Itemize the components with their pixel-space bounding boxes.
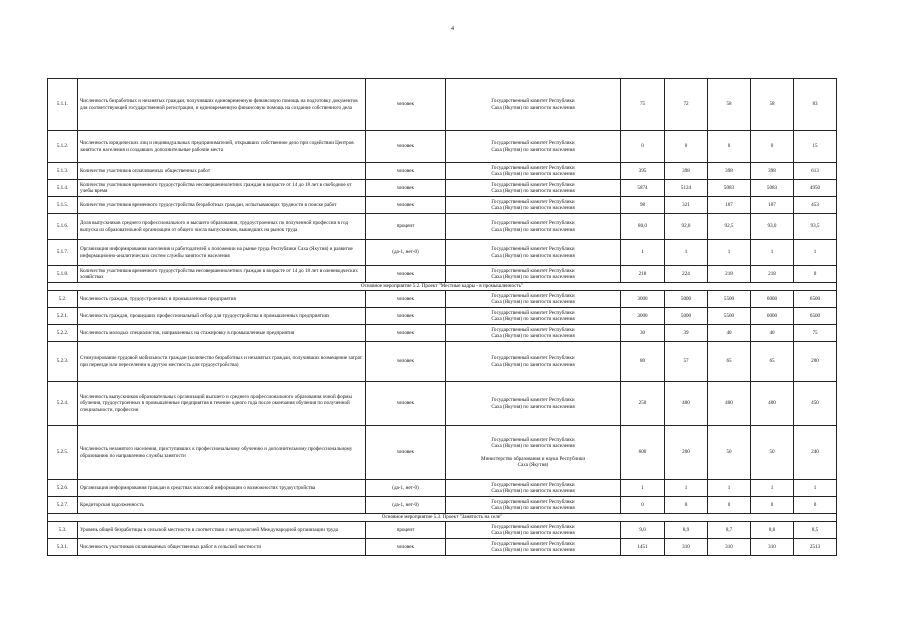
org-line: Саха (Якутия) по занятости населения [491, 361, 575, 368]
value-cell: 39 [665, 325, 708, 342]
value-cell: 75 [794, 325, 837, 342]
indicator-name: Кредиторская задолженность [78, 497, 366, 514]
value-cell: 1 [751, 240, 794, 266]
value-cell: 98 [621, 197, 665, 214]
value-cell: 218 [751, 266, 794, 283]
row-code: 5.3. [48, 522, 78, 539]
value-cell: 1 [708, 480, 751, 497]
org-line: Государственный комитет Республики [491, 397, 575, 404]
org-line: Саха (Якутия) по занятости населения [491, 488, 575, 494]
value-cell: 5500 [708, 308, 751, 325]
value-cell: 6500 [794, 308, 837, 325]
row-code: 5.1.5. [48, 197, 78, 214]
responsible-org [446, 131, 621, 163]
responsible-org [446, 539, 621, 556]
org-line: Государственный комитет Республики [491, 98, 575, 105]
indicator-name: Численность граждан, трудоустроенных в промышленные предприятия [78, 291, 366, 308]
org-line: Саха (Якутия) по занятости населения [491, 171, 575, 177]
org-line: Государственный комитет Республики [491, 523, 575, 530]
unit-cell: человек [366, 266, 446, 283]
value-cell: 58 [708, 79, 751, 131]
value-cell: 93,5 [794, 214, 837, 240]
value-cell: 5500 [708, 291, 751, 308]
value-cell: 50 [751, 426, 794, 480]
indicator-name: Численность юридических лиц и индивидуальных предпринимателей, открывших собственное дело при содействии Центров занятости населения и создавших дополнительные рабочие места [78, 131, 366, 163]
value-cell: 1 [665, 240, 708, 266]
value-cell: 1451 [621, 539, 665, 556]
responsible-org [446, 240, 621, 266]
org-line: Государственный комитет Республики [491, 540, 575, 547]
row-code: 5.2.1. [48, 308, 78, 325]
org-line: Министерство образования и науки Республики [480, 455, 586, 462]
table-row [48, 214, 837, 240]
value-cell: 3000 [621, 291, 665, 308]
org-line: Саха (Якутия) по занятости населения [491, 252, 575, 259]
value-cell: 1 [794, 480, 837, 497]
value-cell: 453 [794, 197, 837, 214]
value-cell: 0 [665, 131, 708, 163]
value-cell: 0 [708, 131, 751, 163]
table-row [48, 539, 837, 556]
value-cell: 450 [794, 382, 837, 426]
value-cell: 6000 [751, 308, 794, 325]
value-cell: 310 [751, 539, 794, 556]
indicator-name: Стимулирование трудовой мобильности граждан (количество безработных и незанятых граждан, получивших возмещение затрат при переезде или переселении в другую местность для трудоустройства) [78, 342, 366, 382]
value-cell: 200 [794, 342, 837, 382]
value-cell: 65 [708, 342, 751, 382]
value-cell: 5000 [665, 308, 708, 325]
org-line: Государственный комитет Республики [491, 181, 575, 188]
value-cell: 5000 [665, 291, 708, 308]
value-cell: 8,9 [665, 522, 708, 539]
table-row [48, 291, 837, 308]
unit-cell: человек [366, 180, 446, 197]
org-line: Саха (Якутия) по занятости населения [491, 403, 575, 410]
table-row [48, 382, 837, 426]
unit-cell: человек [366, 382, 446, 426]
value-cell: 92,0 [665, 214, 708, 240]
table-row [48, 325, 837, 342]
row-code: 5.1.2. [48, 131, 78, 163]
table-row [48, 308, 837, 325]
value-cell: 200 [665, 426, 708, 480]
value-cell: 4950 [794, 180, 837, 197]
indicators-table [47, 78, 837, 556]
value-cell: 613 [794, 163, 837, 180]
indicator-name: Организация информирования населения и работодателей о положении на рынке труда Республики Саха (Якутия) и развитие информационно-аналитических систем службы занятости населения [78, 240, 366, 266]
value-cell: 58 [751, 79, 794, 131]
row-code: 5.2.5. [48, 426, 78, 480]
value-cell: 3000 [621, 308, 665, 325]
org-line: Государственный комитет Республики [491, 198, 575, 205]
org-line: Саха (Якутия) по занятости населения [491, 530, 575, 536]
row-code: 5.1.8. [48, 266, 78, 283]
value-cell: 398 [751, 163, 794, 180]
value-cell: 310 [665, 539, 708, 556]
table-row [48, 497, 837, 514]
value-cell: 9,0 [621, 522, 665, 539]
indicator-name: Доля выпускников среднего профессионального и высшего образования, трудоустроенных по полученной профессии в год выпуска из образовательной организации от общего числа выпускников, вышедших на рынок труда [78, 214, 366, 240]
value-cell: 240 [794, 426, 837, 480]
responsible-org [446, 197, 621, 214]
indicator-name: Численность незанятого населения, приступивших к профессиональному обучению и дополнительному профессиональному образованию по направлению службы занятости [78, 426, 366, 480]
value-cell: 224 [665, 266, 708, 283]
org-line: Саха (Якутия) по занятости населения [491, 146, 575, 153]
org-line: Государственный комитет Республики [491, 140, 575, 147]
value-cell: 0 [794, 497, 837, 514]
value-cell: 5124 [665, 180, 708, 197]
value-cell: 83 [794, 79, 837, 131]
value-cell: 15 [794, 131, 837, 163]
responsible-org [446, 214, 621, 240]
row-code: 5.1.7. [48, 240, 78, 266]
responsible-org [446, 79, 621, 131]
value-cell: 1 [794, 240, 837, 266]
org-line: Саха (Якутия) по занятости населения [491, 104, 575, 111]
indicator-name: Численность участников оплачиваемых общественных работ в сельской местности [78, 539, 366, 556]
org-line: Саха (Якутия) по занятости населения [491, 205, 575, 211]
table-row [48, 180, 837, 197]
value-cell: 5083 [751, 180, 794, 197]
org-line: Саха (Якутия) по занятости населения [491, 316, 575, 322]
org-line: Государственный комитет Республики [491, 481, 575, 488]
responsible-org [446, 342, 621, 382]
value-cell: 0 [621, 131, 665, 163]
org-line: Государственный комитет Республики [491, 326, 575, 333]
unit-cell: процент [366, 522, 446, 539]
value-cell: 0 [621, 497, 665, 514]
value-cell: 400 [751, 382, 794, 426]
value-cell: 75 [621, 79, 665, 131]
section-heading: Основное мероприятие 5.3. Проект "Занятость на селе" [48, 514, 837, 522]
value-cell: 398 [708, 163, 751, 180]
value-cell: 1 [751, 480, 794, 497]
indicator-name: Количество участников оплачиваемых общественных работ [78, 163, 366, 180]
unit-cell: человек [366, 291, 446, 308]
responsible-org [446, 497, 621, 514]
row-code: 5.2. [48, 291, 78, 308]
responsible-org [446, 522, 621, 539]
value-cell: 398 [665, 163, 708, 180]
row-code: 5.3.1. [48, 539, 78, 556]
indicator-name: Численность граждан, прошедших профессиональный отбор для трудоустройства в промышленных предприятиях [78, 308, 366, 325]
value-cell: 0 [751, 131, 794, 163]
value-cell: 8,7 [708, 522, 751, 539]
value-cell: 107 [751, 197, 794, 214]
indicator-name: Количество участников временного трудоустройства безработных граждан, испытывающих трудности в поиске работ [78, 197, 366, 214]
indicator-name: Численность выпускников образовательных организаций высшего и среднего профессионального образования очной формы обучения, трудоустроенных в промышленные предприятия в течение одного года после окончания обучения по полученной специальности, профессии [78, 382, 366, 426]
value-cell: 250 [621, 382, 665, 426]
value-cell: 321 [665, 197, 708, 214]
row-code: 5.2.4. [48, 382, 78, 426]
unit-cell: человек [366, 308, 446, 325]
value-cell: 50 [708, 426, 751, 480]
value-cell: 107 [708, 197, 751, 214]
unit-cell: человек [366, 342, 446, 382]
table-row [48, 197, 837, 214]
org-line: Государственный комитет Республики [491, 164, 575, 171]
value-cell: 5874 [621, 180, 665, 197]
table-row [48, 240, 837, 266]
unit-cell: человек [366, 426, 446, 480]
section-heading: Основное мероприятие 5.2. Проект "Местные кадры - в промышленность" [48, 283, 837, 291]
value-cell: 218 [621, 266, 665, 283]
indicators-table-body [48, 79, 837, 556]
value-cell: 5083 [708, 180, 751, 197]
org-line: Государственный комитет Республики [491, 246, 575, 253]
value-cell: 218 [708, 266, 751, 283]
value-cell: 310 [708, 539, 751, 556]
table-row [48, 342, 837, 382]
value-cell: 80 [621, 342, 665, 382]
row-code: 5.1.4. [48, 180, 78, 197]
org-line: Государственный комитет Республики [491, 292, 575, 299]
row-code: 5.1.3. [48, 163, 78, 180]
org-line: Государственный комитет Республики [491, 436, 575, 443]
unit-cell: человек [366, 163, 446, 180]
org-line: Саха (Якутия) по занятости населения [491, 505, 575, 511]
org-line: Саха (Якутия) по занятости населения [491, 547, 575, 553]
org-line: Саха (Якутия) по занятости населения [491, 226, 575, 233]
table-row [48, 266, 837, 283]
responsible-org [446, 266, 621, 283]
org-line: Саха (Якутия) по занятости населения [491, 333, 575, 339]
table-row [48, 426, 837, 480]
value-cell: 395 [621, 163, 665, 180]
value-cell: 30 [621, 325, 665, 342]
row-code: 5.2.7. [48, 497, 78, 514]
responsible-org [446, 291, 621, 308]
value-cell: 8,6 [751, 522, 794, 539]
unit-cell: человек [366, 197, 446, 214]
unit-cell: (да-1, нет-0) [366, 480, 446, 497]
unit-cell: человек [366, 539, 446, 556]
section-row [48, 283, 837, 291]
unit-cell: человек [366, 131, 446, 163]
value-cell: 57 [665, 342, 708, 382]
org-line: Государственный комитет Республики [491, 220, 575, 227]
value-cell: 6500 [794, 291, 837, 308]
row-code: 5.1.1. [48, 79, 78, 131]
value-cell: 93,0 [751, 214, 794, 240]
value-cell: 92,5 [708, 214, 751, 240]
page-number: 4 [451, 26, 454, 32]
org-line: Саха (Якутия) по занятости населения [491, 299, 575, 305]
unit-cell: (да-1, нет-0) [366, 240, 446, 266]
table-row [48, 522, 837, 539]
value-cell: 0 [751, 497, 794, 514]
row-code: 5.2.3. [48, 342, 78, 382]
value-cell: 1 [665, 480, 708, 497]
responsible-org [446, 180, 621, 197]
org-line: Государственный комитет Республики [491, 355, 575, 362]
value-cell: 65 [751, 342, 794, 382]
responsible-org [446, 382, 621, 426]
table-row [48, 480, 837, 497]
org-line: Государственный комитет Республики [491, 498, 575, 505]
row-code: 5.2.2. [48, 325, 78, 342]
responsible-org [446, 325, 621, 342]
value-cell: 0 [665, 497, 708, 514]
org-line: Саха (Якутия) по занятости населения [491, 188, 575, 194]
indicator-name: Численность молодых специалистов, направленных на стажировку в промышленные предприятия [78, 325, 366, 342]
row-code: 5.2.6. [48, 480, 78, 497]
responsible-org [446, 163, 621, 180]
value-cell: 0 [794, 266, 837, 283]
responsible-org [446, 480, 621, 497]
value-cell: 40 [751, 325, 794, 342]
value-cell: 400 [665, 382, 708, 426]
indicator-name: Количество участников временного трудоустройства несовершеннолетних граждан в возрасте от 14 до 18 лет в оленеводческих хозяйствах [78, 266, 366, 283]
org-line: Саха (Якутия) по занятости населения [491, 443, 575, 450]
indicator-name: Численность безработных и незанятых граждан, получивших единовременную финансовую помощь на подготовку документов для соответствующей государственной регистрации, и единовременную финансовую помощь на создание собственного дела [78, 79, 366, 131]
value-cell: 1 [621, 480, 665, 497]
value-cell: 400 [708, 382, 751, 426]
value-cell: 2513 [794, 539, 837, 556]
responsible-org [446, 426, 621, 480]
section-row [48, 514, 837, 522]
value-cell: 40 [708, 325, 751, 342]
indicator-name: Количество участников временного трудоустройства несовершеннолетних граждан в возрасте от 14 до 18 лет в свободное от учебы время [78, 180, 366, 197]
value-cell: 600 [621, 426, 665, 480]
value-cell: 72 [665, 79, 708, 131]
indicator-name: Организация информирования граждан в средствах массовой информации о возможностях трудоустройства [78, 480, 366, 497]
unit-cell: человек [366, 79, 446, 131]
row-code: 5.1.6. [48, 214, 78, 240]
value-cell: 80,0 [621, 214, 665, 240]
indicator-name: Уровень общей безработицы в сельской местности в соответствии с методологией Международной организации труда [78, 522, 366, 539]
unit-cell: (да-1, нет-0) [366, 497, 446, 514]
value-cell: 8,5 [794, 522, 837, 539]
org-line: Государственный комитет Республики [491, 267, 575, 274]
org-line: Государственный комитет Республики [491, 309, 575, 316]
value-cell: 1 [621, 240, 665, 266]
table-row [48, 131, 837, 163]
value-cell: 1 [708, 240, 751, 266]
org-line: Саха (Якутия) по занятости населения [491, 274, 575, 280]
table-row [48, 79, 837, 131]
value-cell: 0 [708, 497, 751, 514]
table-row [48, 163, 837, 180]
unit-cell: человек [366, 325, 446, 342]
responsible-org [446, 308, 621, 325]
unit-cell: процент [366, 214, 446, 240]
org-line: Саха (Якутия) [517, 461, 549, 468]
value-cell: 6000 [751, 291, 794, 308]
